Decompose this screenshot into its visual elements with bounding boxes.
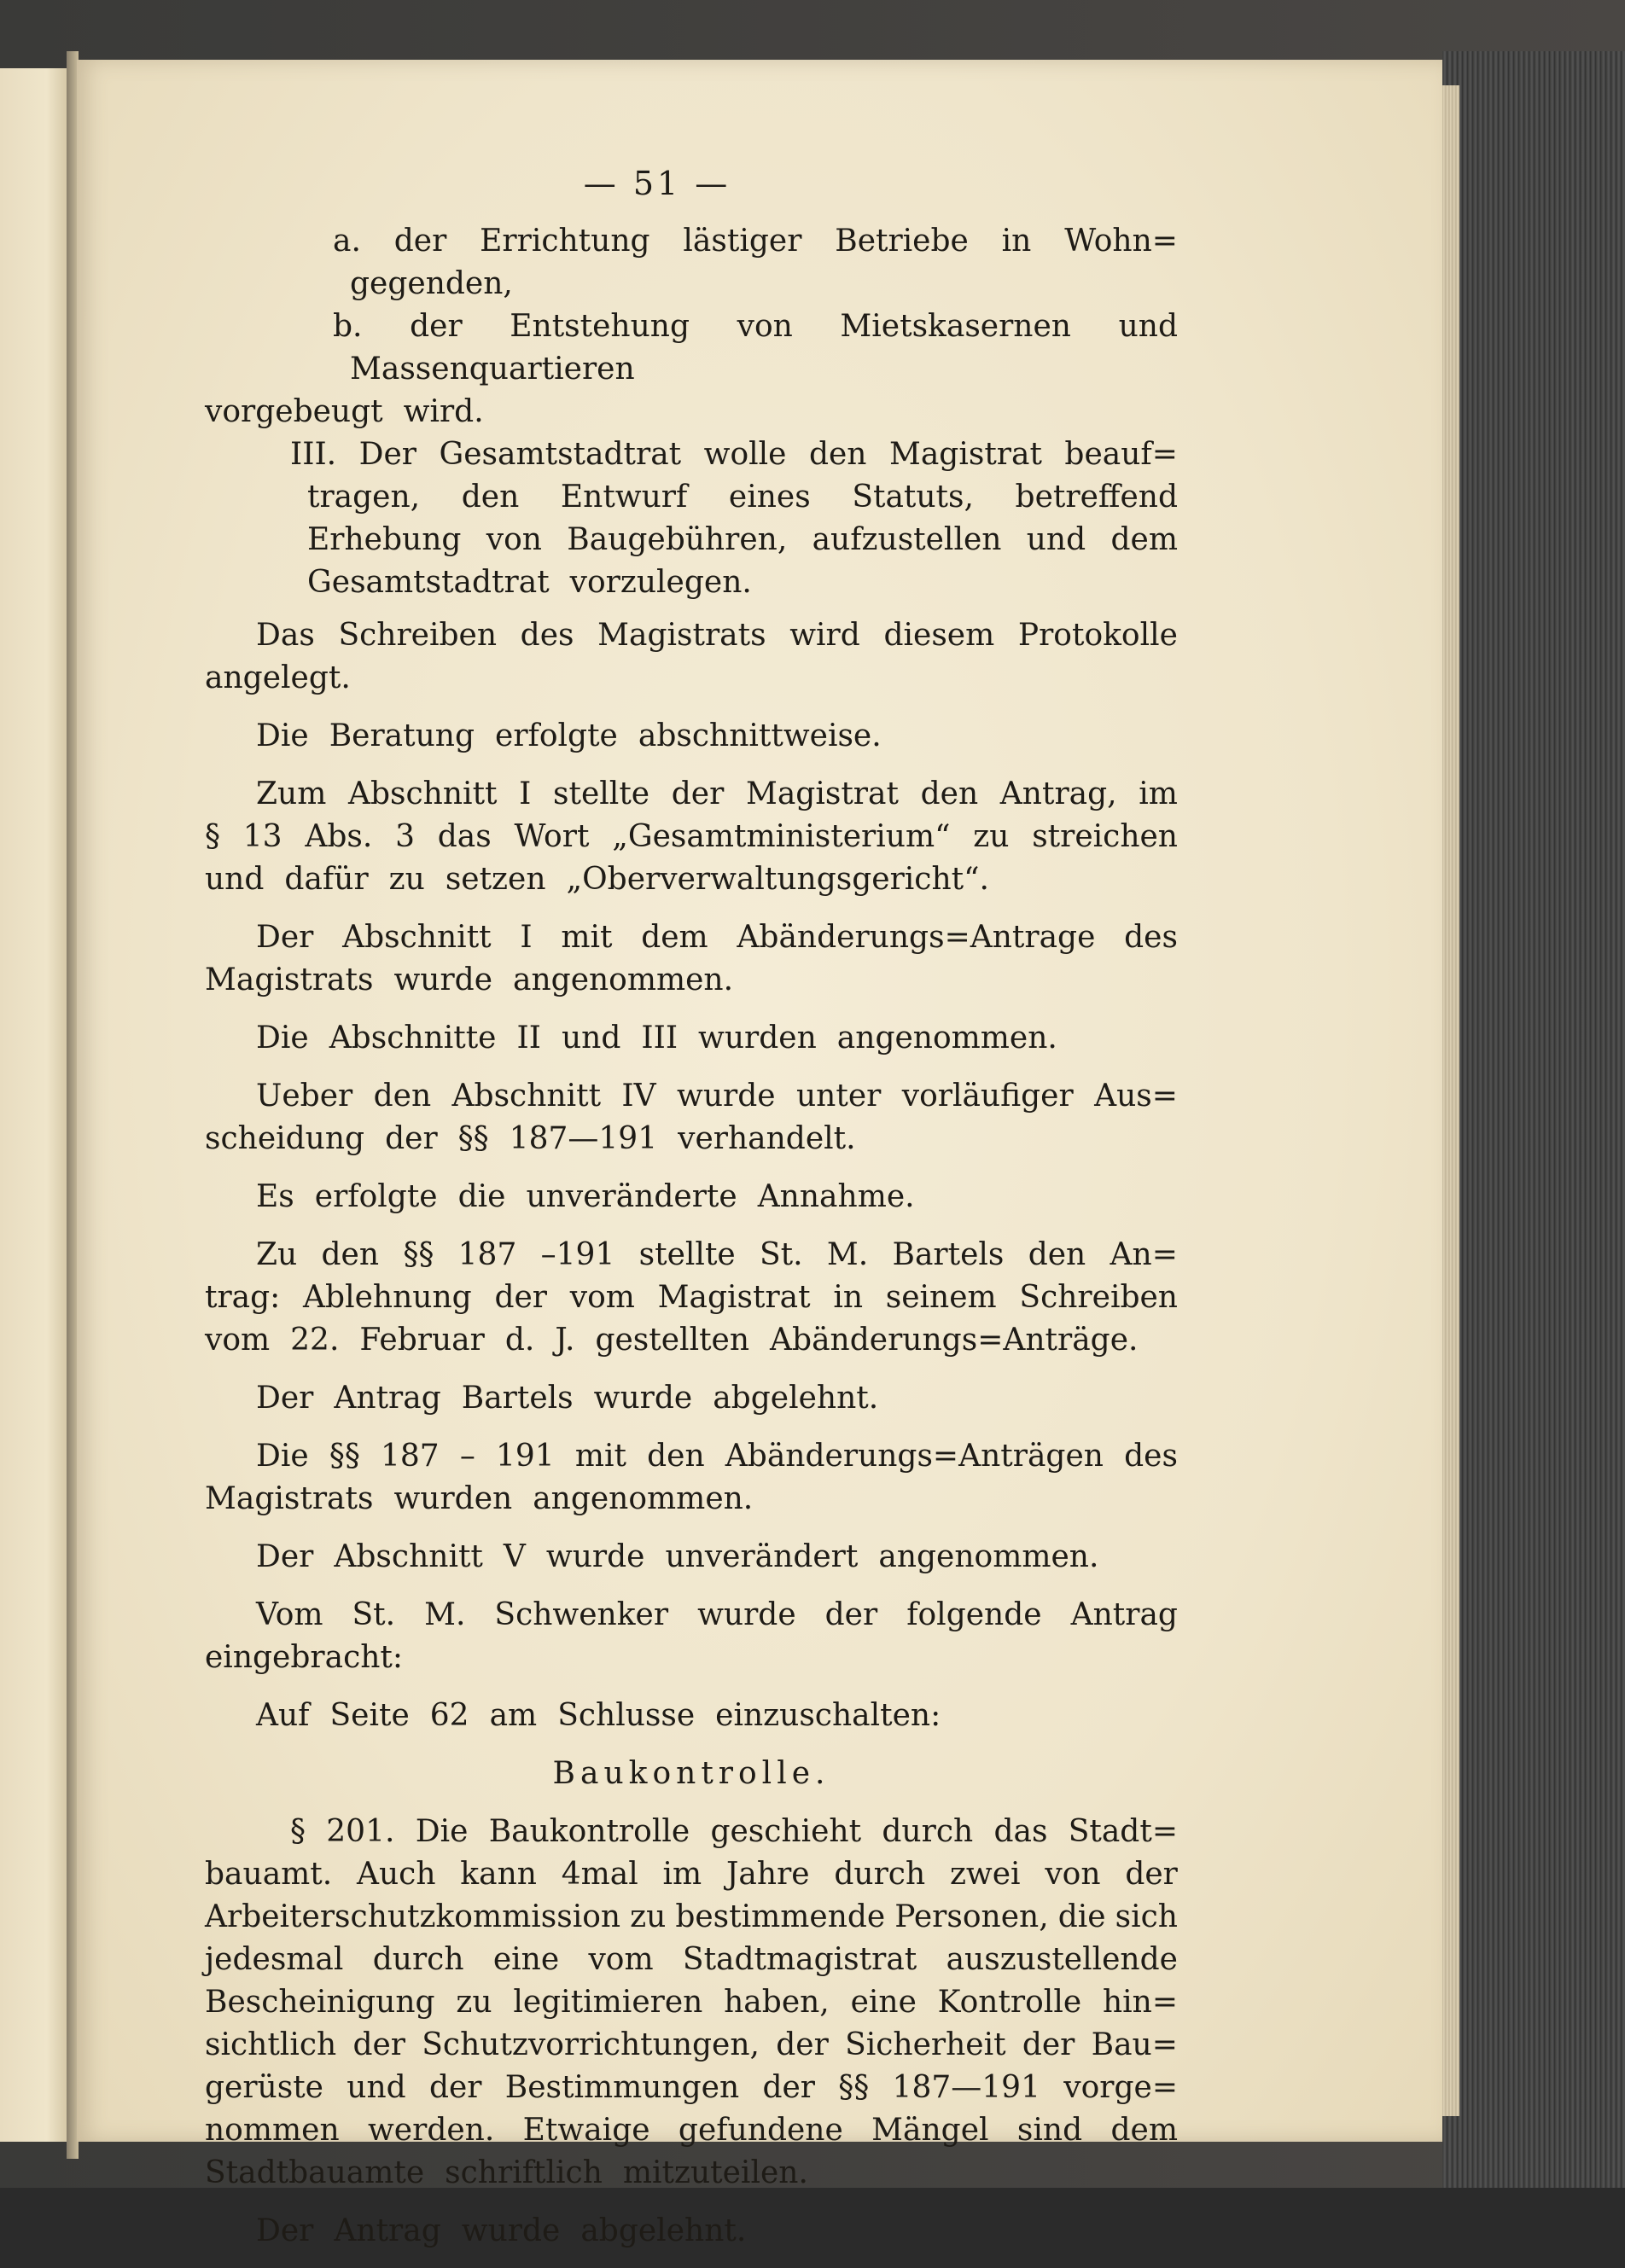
text-line: jedesmal durch eine vom Stadtmagistrat auszustellende [205, 1942, 1178, 1977]
text-line: Der Antrag wurde abgelehnt. [256, 2213, 747, 2248]
text-paragraph [205, 1594, 1178, 1679]
text-line: vom 22. Februar d. J. gestellten Abänderungs=Anträge. [205, 1323, 1139, 1358]
text-line: gegenden, [350, 266, 513, 301]
left-page-edge [0, 68, 68, 2142]
text-line: § 13 Abs. 3 das Wort „Gesamtministerium“ zu streichen [205, 819, 1178, 854]
text-line: Magistrats wurden angenommen. [205, 1481, 754, 1516]
page-text [205, 162, 1178, 2268]
text-line: scheidung der §§ 187—191 verhandelt. [205, 1121, 856, 1156]
book-cover-edge [1442, 51, 1625, 2188]
text-line: Erhebung von Baugebühren, aufzustellen und dem [307, 522, 1178, 557]
text-paragraph [205, 391, 1178, 433]
text-paragraph [205, 2210, 1178, 2253]
text-line: Ueber den Abschnitt IV wurde unter vorläufiger Aus= [256, 1079, 1178, 1114]
text-paragraph [205, 715, 1178, 758]
text-line: b. der Entstehung von Mietskasernen und [333, 309, 1178, 344]
text-paragraph [205, 220, 1178, 305]
text-line: Gesamtstadtrat vorzulegen. [307, 565, 752, 600]
text-line: Bescheinigung zu legitimieren haben, eine Kontrolle hin= [205, 1985, 1178, 2020]
text-line: Die Abschnitte II und III wurden angenommen. [256, 1021, 1057, 1055]
text-line: Auf Seite 62 am Schlusse einzuschalten: [256, 1698, 941, 1733]
text-paragraph [205, 1811, 1178, 2195]
text-paragraph [205, 1695, 1178, 1737]
text-line: a. der Errichtung lästiger Betriebe in Wohn= [333, 224, 1178, 259]
text-line: Das Schreiben des Magistrats wird diesem Protokolle [256, 618, 1178, 653]
text-line: Der Antrag Bartels wurde abgelehnt. [256, 1381, 879, 1416]
text-paragraph [205, 1536, 1178, 1579]
text-paragraph [205, 916, 1178, 1002]
text-paragraph [205, 1234, 1178, 1362]
text-line: III. Der Gesamtstadtrat wolle den Magistrat beauf= [290, 437, 1178, 472]
text-paragraph [205, 1017, 1178, 1060]
text-paragraph [205, 305, 1178, 391]
text-line: Massenquartieren [350, 352, 635, 387]
text-line: angelegt. [205, 660, 351, 695]
text-line: Der Abschnitt I mit dem Abänderungs=Antrage des [256, 920, 1178, 955]
text-line: tragen, den Entwurf eines Statuts, betreffend [307, 480, 1178, 515]
text-paragraph [205, 1176, 1178, 1218]
text-paragraph [205, 1075, 1178, 1160]
text-line: vorgebeugt wird. [205, 394, 484, 429]
text-line: Es erfolgte die unveränderte Annahme. [256, 1179, 915, 1214]
text-paragraph [205, 1435, 1178, 1521]
text-line: Baukontrolle. [552, 1756, 830, 1791]
text-line: eingebracht: [205, 1640, 404, 1675]
text-line: Vom St. M. Schwenker wurde der folgende Antrag [256, 1597, 1178, 1632]
book-page [77, 60, 1442, 2248]
text-line: Der Abschnitt V wurde unverändert angenommen. [256, 1539, 1099, 1574]
text-line: trag: Ablehnung der vom Magistrat in seinem Schreiben [205, 1280, 1178, 1315]
text-line: nommen werden. Etwaige gefundene Mängel sind dem [205, 2113, 1178, 2148]
section-heading [205, 1753, 1178, 1795]
text-line: Zu den §§ 187 –191 stellte St. M. Bartels den An= [256, 1237, 1178, 1272]
text-line: § 201. Die Baukontrolle geschieht durch das Stadt= [290, 1814, 1178, 1849]
text-line: Zum Abschnitt I stellte der Magistrat den Antrag, im [256, 776, 1178, 811]
text-line: sichtlich der Schutzvorrichtungen, der Sicherheit der Bau= [205, 2027, 1178, 2062]
text-line: Magistrats wurde angenommen. [205, 962, 734, 997]
text-line: Die Beratung erfolgte abschnittweise. [256, 718, 882, 753]
text-line: und dafür zu setzen „Oberverwaltungsgericht“. [205, 862, 989, 897]
text-line: Die §§ 187 – 191 mit den Abänderungs=Anträgen des [256, 1439, 1178, 1474]
text-body [205, 220, 1178, 2253]
text-paragraph [205, 614, 1178, 700]
text-paragraph [205, 433, 1178, 604]
text-line: gerüste und der Bestimmungen der §§ 187—191 vorge= [205, 2070, 1178, 2105]
text-line: Arbeiterschutzkommission zu bestimmende Personen, die sich [205, 1899, 1178, 1934]
text-line: bauamt. Auch kann 4mal im Jahre durch zwei von der [205, 1857, 1178, 1892]
page-number: — 51 — [583, 165, 731, 202]
text-paragraph [205, 1377, 1178, 1420]
text-paragraph [205, 773, 1178, 901]
text-line: Stadtbauamte schriftlich mitzuteilen. [205, 2155, 808, 2190]
